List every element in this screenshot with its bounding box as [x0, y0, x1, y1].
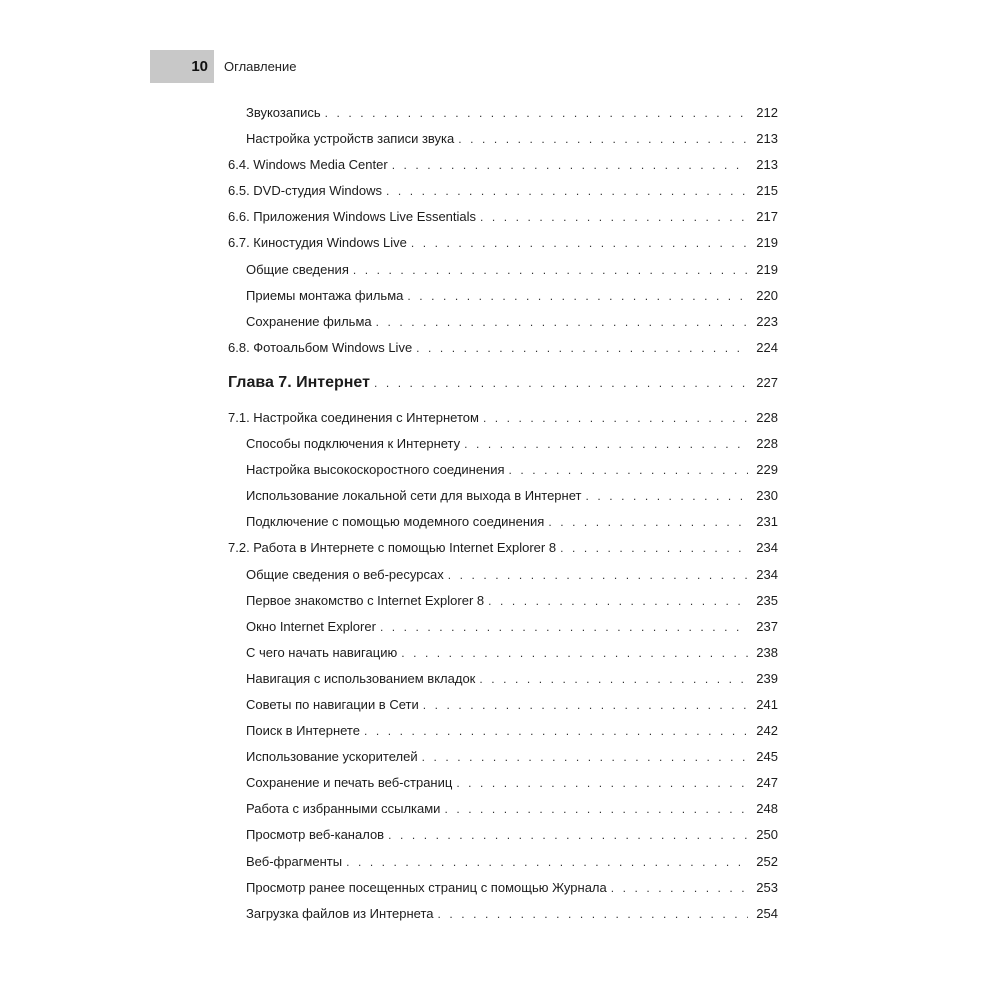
toc-entry-title: 7.2. Работа в Интернете с помощью Internet Explorer 8	[228, 540, 557, 556]
toc-entry-title: Навигация с использованием вкладок	[246, 670, 476, 686]
toc-entry	[228, 640, 778, 666]
dot-leader	[488, 588, 748, 614]
toc-entry-page: 235	[756, 592, 778, 608]
running-title: Оглавление	[224, 59, 297, 74]
toc-entry-title: 6.6. Приложения Windows Live Essentials	[228, 209, 477, 225]
toc-entry-page: 219	[756, 235, 778, 251]
toc-entry-title: Общие сведения о веб-ресурсах	[246, 566, 444, 582]
toc-entry-title: Работа с избранными ссылками	[246, 801, 441, 817]
toc-entry	[228, 230, 778, 256]
toc-entry	[228, 849, 778, 875]
toc-entry-page: 247	[756, 775, 778, 791]
toc-entry-title: Веб-фрагменты	[246, 853, 343, 869]
toc-entry	[228, 614, 778, 640]
dot-leader	[483, 405, 748, 431]
toc-entry-title: Использование локальной сети для выхода в Интернет	[246, 488, 582, 504]
toc-entry-page: 228	[756, 409, 778, 425]
dot-leader	[560, 535, 748, 561]
toc-entry-page: 254	[756, 905, 778, 921]
toc-entry-title: Способы подключения к Интернету	[246, 436, 461, 452]
dot-leader	[380, 614, 748, 640]
dot-leader	[353, 257, 748, 283]
dot-leader	[458, 126, 748, 152]
toc-entry	[228, 152, 778, 178]
toc-entry	[228, 309, 778, 335]
dot-leader	[411, 230, 748, 256]
toc-entry-title: Настройка высокоскоростного соединения	[246, 462, 505, 478]
toc-entry-page: 227	[756, 374, 778, 390]
toc-entry-title: Просмотр веб-каналов	[246, 827, 385, 843]
toc-entry-page: 230	[756, 488, 778, 504]
toc-entry-title: С чего начать навигацию	[246, 644, 398, 660]
toc-entry	[228, 483, 778, 509]
toc-entry-title: Сохранение и печать веб-страниц	[246, 775, 453, 791]
dot-leader	[392, 152, 748, 178]
toc-entry	[228, 204, 778, 230]
toc-entry-page: 252	[756, 853, 778, 869]
toc-entry-page: 242	[756, 723, 778, 739]
toc-entry	[228, 100, 778, 126]
toc-entry	[228, 405, 778, 431]
toc-entry	[228, 178, 778, 204]
page-number: 10	[150, 50, 214, 83]
dot-leader	[456, 770, 748, 796]
toc-entry-title: Глава 7. Интернет	[228, 373, 370, 391]
toc-entry-title: 6.8. Фотоальбом Windows Live	[228, 339, 413, 355]
dot-leader	[423, 692, 748, 718]
toc-entry	[228, 431, 778, 457]
toc-entry-page: 213	[756, 157, 778, 173]
toc-entry-page: 215	[756, 183, 778, 199]
toc-entry-page: 241	[756, 696, 778, 712]
toc-entry-title: 6.4. Windows Media Center	[228, 157, 388, 173]
toc-entry	[228, 744, 778, 770]
toc-entry	[228, 283, 778, 309]
dot-leader	[386, 178, 748, 204]
toc-entry-title: Использование ускорителей	[246, 749, 418, 765]
dot-leader	[422, 744, 748, 770]
toc-entry	[228, 875, 778, 901]
toc-entry	[228, 335, 778, 361]
dot-leader	[585, 483, 748, 509]
dot-leader	[416, 335, 748, 361]
toc-entry-page: 234	[756, 566, 778, 582]
toc-entry	[228, 770, 778, 796]
dot-leader	[364, 718, 748, 744]
toc-entry-page: 253	[756, 879, 778, 895]
toc-entry-title: Подключение с помощью модемного соединения	[246, 514, 545, 530]
toc-entry-page: 228	[756, 436, 778, 452]
toc-entry-title: Просмотр ранее посещенных страниц с помощью Журнала	[246, 879, 607, 895]
toc-entry-title: Сохранение фильма	[246, 313, 372, 329]
dot-leader	[438, 901, 749, 927]
dot-leader	[374, 361, 748, 405]
toc-entry-title: Первое знакомство с Internet Explorer 8	[246, 592, 485, 608]
toc-entry-title: 6.5. DVD-студия Windows	[228, 183, 382, 199]
toc-entry-page: 219	[756, 261, 778, 277]
toc-entry-page: 248	[756, 801, 778, 817]
toc-entry-page: 220	[756, 287, 778, 303]
dot-leader	[611, 875, 748, 901]
dot-leader	[464, 431, 748, 457]
dot-leader	[480, 204, 748, 230]
toc-entry	[228, 666, 778, 692]
toc-entry-page: 245	[756, 749, 778, 765]
table-of-contents	[228, 100, 778, 927]
toc-entry	[228, 796, 778, 822]
dot-leader	[376, 309, 748, 335]
toc-entry-page: 213	[756, 131, 778, 147]
toc-entry	[228, 822, 778, 848]
toc-entry	[228, 126, 778, 152]
page-header	[150, 50, 296, 83]
toc-entry	[228, 901, 778, 927]
toc-entry-page: 217	[756, 209, 778, 225]
toc-entry-title: Советы по навигации в Сети	[246, 696, 419, 712]
toc-entry-title: Окно Internet Explorer	[246, 618, 376, 634]
dot-leader	[444, 796, 748, 822]
dot-leader	[401, 640, 748, 666]
toc-entry-page: 238	[756, 644, 778, 660]
toc-entry-title: Загрузка файлов из Интернета	[246, 905, 434, 921]
dot-leader	[448, 562, 748, 588]
toc-entry-title: Приемы монтажа фильма	[246, 287, 404, 303]
dot-leader	[346, 849, 748, 875]
toc-entry-title: Общие сведения	[246, 261, 349, 277]
toc-entry	[228, 718, 778, 744]
toc-entry-page: 234	[756, 540, 778, 556]
toc-entry	[228, 562, 778, 588]
dot-leader	[479, 666, 748, 692]
dot-leader	[407, 283, 748, 309]
toc-entry-page: 250	[756, 827, 778, 843]
toc-entry	[228, 257, 778, 283]
toc-entry-title: 7.1. Настройка соединения с Интернетом	[228, 409, 479, 425]
toc-entry-title: Звукозапись	[246, 105, 321, 120]
toc-entry	[228, 588, 778, 614]
toc-entry-page: 231	[756, 514, 778, 530]
toc-entry	[228, 535, 778, 561]
dot-leader	[509, 457, 748, 483]
toc-entry-title: Поиск в Интернете	[246, 723, 360, 739]
toc-entry-page: 223	[756, 313, 778, 329]
toc-entry-page: 229	[756, 462, 778, 478]
toc-entry	[228, 692, 778, 718]
toc-entry	[228, 457, 778, 483]
toc-entry	[228, 509, 778, 535]
toc-entry-page: 237	[756, 618, 778, 634]
dot-leader	[388, 822, 748, 848]
toc-entry-page: 239	[756, 670, 778, 686]
dot-leader	[548, 509, 748, 535]
toc-chapter-entry	[228, 361, 778, 405]
toc-entry-page: 224	[756, 339, 778, 355]
dot-leader	[325, 100, 748, 126]
toc-entry-title: 6.7. Киностудия Windows Live	[228, 235, 407, 251]
toc-entry-title: Настройка устройств записи звука	[246, 131, 455, 147]
toc-entry-page: 212	[756, 105, 778, 120]
